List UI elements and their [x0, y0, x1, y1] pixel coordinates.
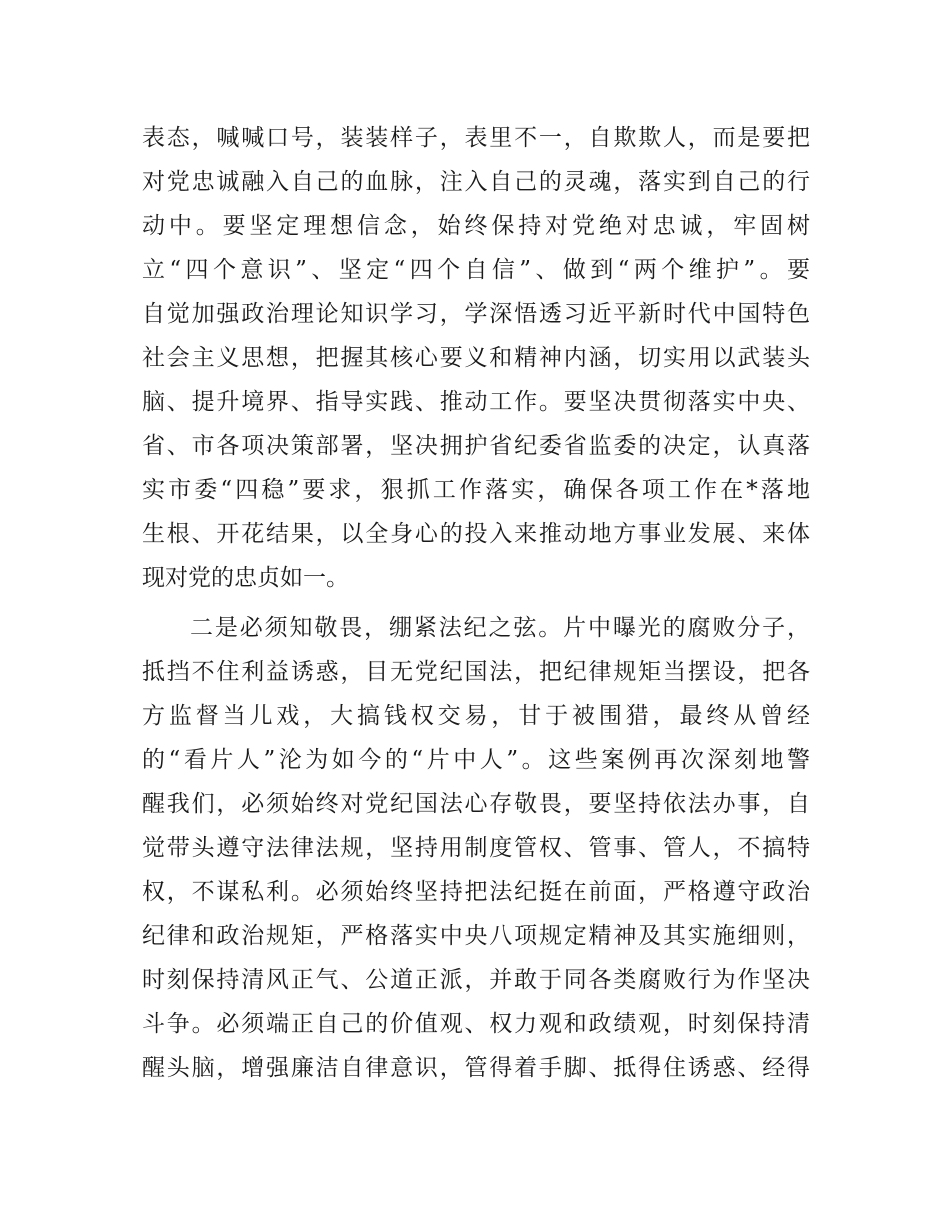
paragraph-line: 实市委“四稳”要求，狠抓工作落实，确保各项工作在*落地	[142, 477, 810, 503]
paragraph-line: 方监督当儿戏，大搞钱权交易，甘于被围猎，最终从曾经	[142, 703, 810, 729]
paragraph-line: 脑、提升境界、指导实践、推动工作。要坚决贯彻落实中央、	[142, 389, 810, 415]
paragraph-line: 醒头脑，增强廉洁自律意识，管得着手脚、抵得住诱惑、经得	[142, 1055, 810, 1081]
paragraph-line: 二是必须知敬畏，绷紧法纪之弦。片中曝光的腐败分子，	[190, 615, 810, 641]
paragraph-line: 斗争。必须端正自己的价值观、权力观和政绩观，时刻保持清	[142, 1011, 810, 1037]
paragraph-line: 的“看片人”沦为如今的“片中人”。这些案例再次深刻地警	[142, 747, 810, 773]
paragraph-line: 生根、开花结果，以全身心的投入来推动地方事业发展、来体	[142, 521, 810, 547]
paragraph-line: 现对党的忠贞如一。	[142, 565, 349, 591]
paragraph-line: 觉带头遵守法律法规，坚持用制度管权、管事、管人，不搞特	[142, 835, 810, 861]
paragraph-line: 抵挡不住利益诱惑，目无党纪国法，把纪律规矩当摆设，把各	[142, 659, 810, 685]
paragraph-line: 对党忠诚融入自己的血脉，注入自己的灵魂，落实到自己的行	[142, 169, 810, 195]
paragraph-line: 立“四个意识”、坚定“四个自信”、做到“两个维护”。要	[142, 257, 810, 283]
paragraph-line: 动中。要坚定理想信念，始终保持对党绝对忠诚，牢固树	[142, 213, 810, 239]
paragraph-line: 自觉加强政治理论知识学习，学深悟透习近平新时代中国特色	[142, 301, 810, 327]
paragraph-line: 权，不谋私利。必须始终坚持把法纪挺在前面，严格遵守政治	[142, 879, 810, 905]
paragraph-line: 纪律和政治规矩，严格落实中央八项规定精神及其实施细则，	[142, 923, 810, 949]
paragraph-line: 表态，喊喊口号，装装样子，表里不一，自欺欺人，而是要把	[142, 125, 810, 151]
paragraph-line: 社会主义思想，把握其核心要义和精神内涵，切实用以武装头	[142, 345, 810, 371]
paragraph-line: 醒我们，必须始终对党纪国法心存敬畏，要坚持依法办事，自	[142, 791, 810, 817]
paragraph-line: 时刻保持清风正气、公道正派，并敢于同各类腐败行为作坚决	[142, 967, 810, 993]
paragraph-line: 省、市各项决策部署，坚决拥护省纪委省监委的决定，认真落	[142, 433, 810, 459]
